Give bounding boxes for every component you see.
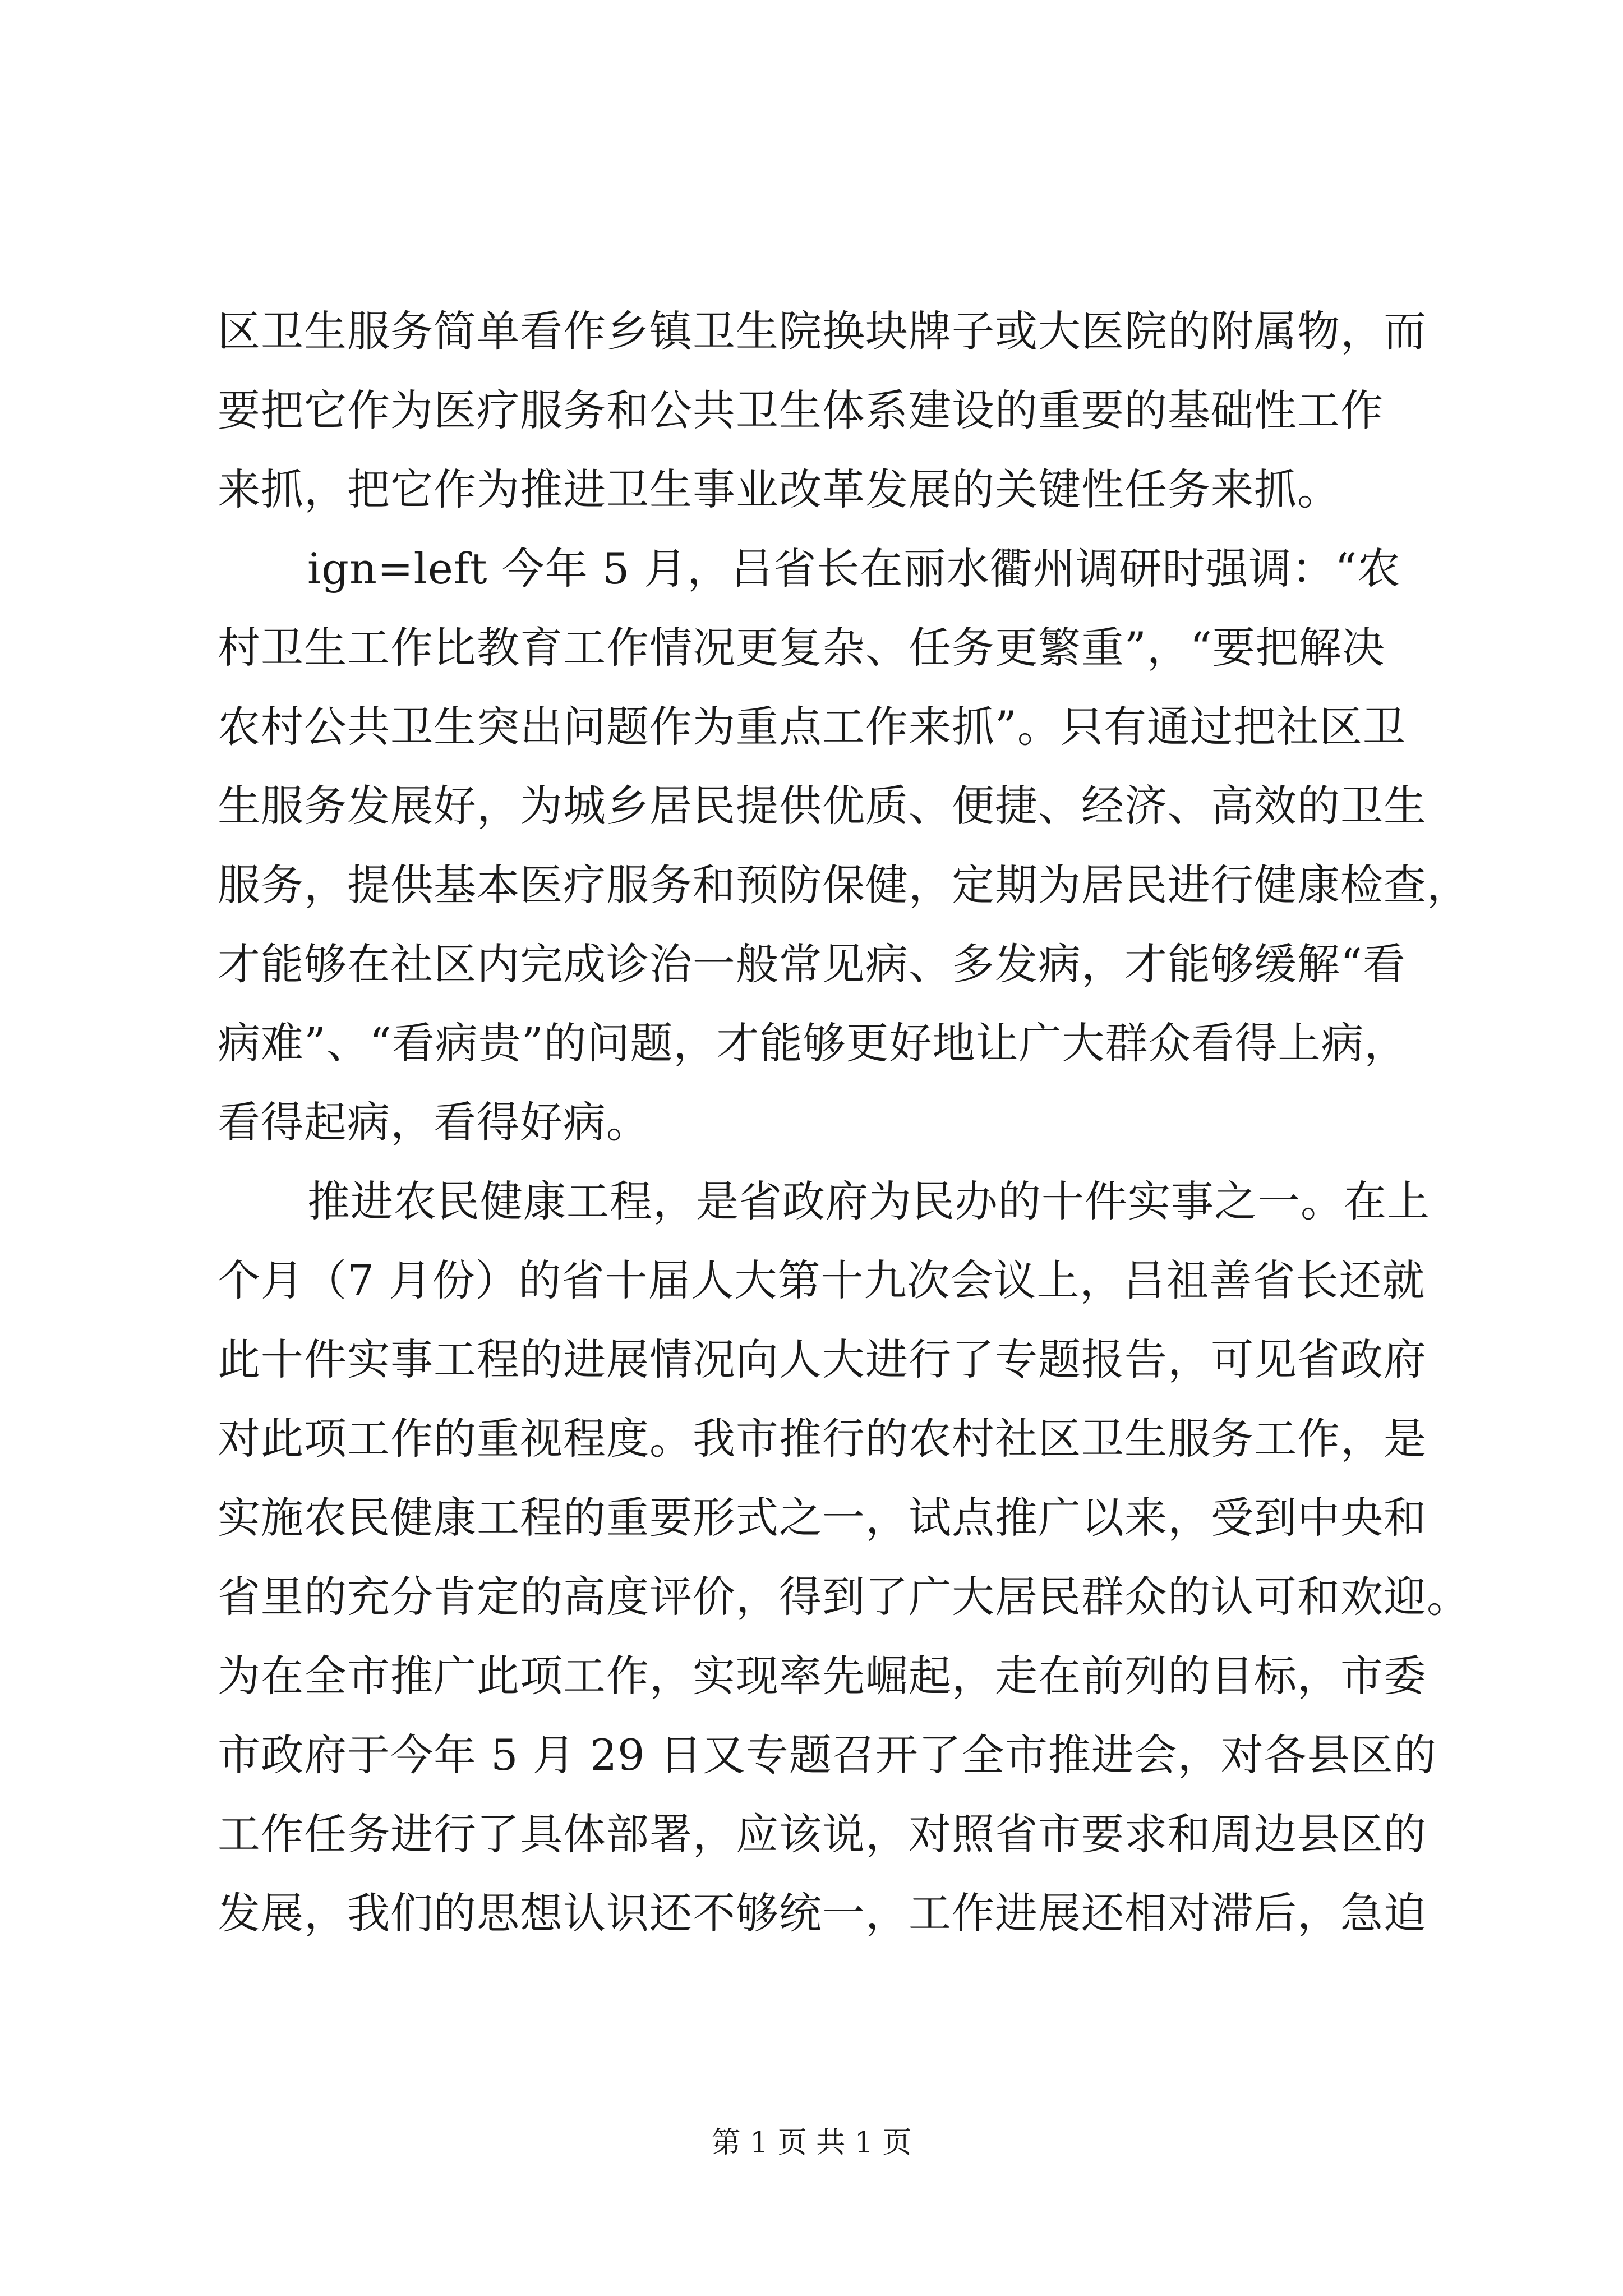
text-line: 工作任务进行了具体部署，应该说，对照省市要求和周边县区的	[218, 1809, 1427, 1859]
text-line: 要把它作为医疗服务和公共卫生体系建设的重要的基础性工作	[218, 385, 1384, 435]
text-line: 发展，我们的思想认识还不够统一，工作进展还相对滞后，急迫	[218, 1888, 1427, 1938]
text-line: 看得起病，看得好病。	[218, 1097, 649, 1147]
body-text	[218, 292, 1470, 1953]
text-line: 个月（7 月份）的省十届人大第十九次会议上，吕祖善省长还就	[218, 1255, 1426, 1305]
page-number-footer: 第 1 页 共 1 页	[711, 2126, 912, 2160]
text-line: 省里的充分肯定的高度评价，得到了广大居民群众的认可和欢迎。	[218, 1572, 1470, 1622]
paragraph-first-line: 推进农民健康工程，是省政府为民办的十件实事之一。在上	[307, 1176, 1430, 1226]
text-line: 市政府于今年 5 月 29 日又专题召开了全市推进会，对各县区的	[218, 1730, 1437, 1780]
text-line: 才能够在社区内完成诊治一般常见病、多发病，才能够缓解“看	[218, 939, 1406, 989]
text-line: 区卫生服务简单看作乡镇卫生院换块牌子或大医院的附属物，而	[218, 306, 1427, 356]
text-line: 病难”、“看病贵”的问题，才能够更好地让广大群众看得上病，	[218, 1018, 1408, 1068]
paragraph-first-line: ign=left 今年 5 月，吕省长在丽水衢州调研时强调：“农	[307, 544, 1401, 593]
text-line: 农村公共卫生突出问题作为重点工作来抓”。只有通过把社区卫	[218, 702, 1406, 752]
text-line: 服务，提供基本医疗服务和预防保健，定期为居民进行健康检查，	[218, 860, 1470, 910]
text-line: 实施农民健康工程的重要形式之一，试点推广以来，受到中央和	[218, 1493, 1427, 1543]
text-line: 生服务发展好，为城乡居民提供优质、便捷、经济、高效的卫生	[218, 781, 1427, 831]
text-line: 村卫生工作比教育工作情况更复杂、任务更繁重”，“要把解决	[218, 623, 1385, 673]
text-line: 为在全市推广此项工作，实现率先崛起，走在前列的目标，市委	[218, 1651, 1427, 1701]
text-line: 来抓，把它作为推进卫生事业改革发展的关键性任务来抓。	[218, 464, 1340, 514]
text-line: 对此项工作的重视程度。我市推行的农村社区卫生服务工作，是	[218, 1414, 1427, 1464]
text-line: 此十件实事工程的进展情况向人大进行了专题报告，可见省政府	[218, 1335, 1427, 1384]
